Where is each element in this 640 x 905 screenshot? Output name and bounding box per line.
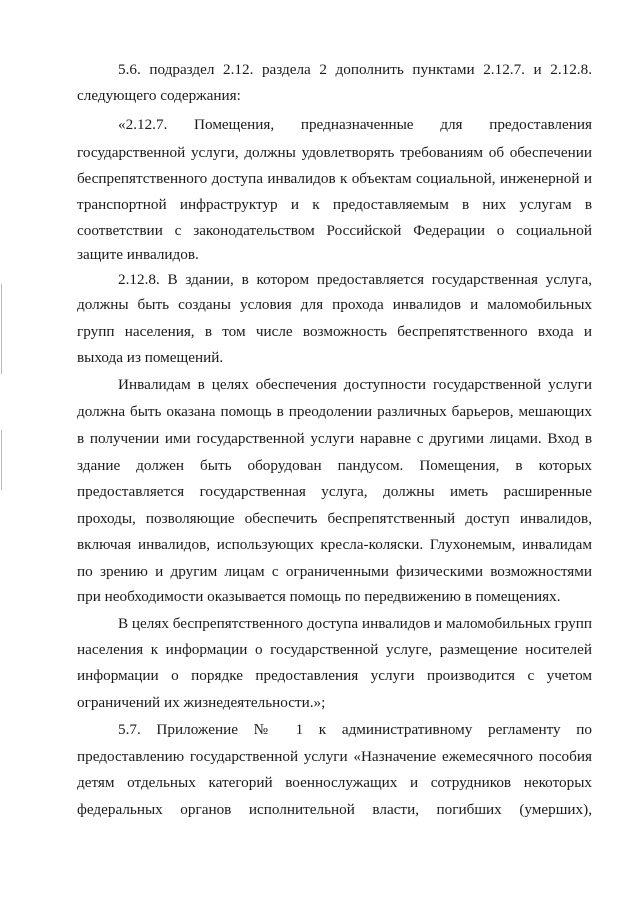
text-line: транспортной инфраструктур и к предоставляемым в них услугам в: [77, 196, 592, 213]
text-line: 5.6. подраздел 2.12. раздела 2 дополнить пунктами 2.12.7. и 2.12.8.: [118, 61, 592, 78]
text-line: защите инвалидов.: [77, 246, 199, 263]
text-line: информации о порядке предоставления услуги производится с учетом: [77, 667, 592, 684]
text-line: населения к информации о государственной услуге, размещение носителей: [77, 641, 592, 658]
text-line: 5.7. Приложение № 1 к административному регламенту по: [118, 721, 592, 738]
text-line: групп населения, в том числе возможность беспрепятственного входа и: [77, 323, 592, 340]
text-line: выхода из помещений.: [77, 349, 224, 366]
text-line: беспрепятственного доступа инвалидов к объектам социальной, инженерной и: [77, 170, 592, 187]
scan-edge-mark: [1, 430, 2, 490]
text-line: предоставляется государственная услуга, должны иметь расширенные: [77, 483, 592, 500]
text-line: Инвалидам в целях обеспечения доступности государственной услуги: [118, 376, 592, 393]
text-line: должна быть оказана помощь в преодолении различных барьеров, мешающих: [77, 403, 592, 420]
text-line: в получении ими государственной услуги наравне с другими лицами. Вход в: [77, 430, 592, 447]
text-line: здание должен быть оборудован пандусом. Помещения, в которых: [77, 457, 592, 474]
text-line: должны быть созданы условия для прохода инвалидов и маломобильных: [77, 296, 592, 313]
text-line: федеральных органов исполнительной власти, погибших (умерших),: [77, 801, 592, 818]
text-line: по зрению и другим лицам с ограниченными физическими возможностями: [77, 563, 592, 580]
text-line: детям отдельных категорий военнослужащих и сотрудников некоторых: [77, 774, 592, 791]
text-line: ограничений их жизнедеятельности.»;: [77, 694, 326, 711]
scan-edge-mark: [1, 284, 2, 374]
text-line: соответствии с законодательством Российской Федерации о социальной: [77, 222, 592, 239]
text-line: государственной услуги, должны удовлетворять требованиям об обеспечении: [77, 144, 592, 161]
text-line: В целях беспрепятственного доступа инвалидов и маломобильных групп: [118, 615, 592, 632]
text-line: включая инвалидов, использующих кресла-коляски. Глухонемым, инвалидам: [77, 536, 592, 553]
text-line: проходы, позволяющие обеспечить беспрепятственный доступ инвалидов,: [77, 510, 592, 527]
text-line: следующего содержания:: [77, 87, 241, 104]
text-line: «2.12.7. Помещения, предназначенные для предоставления: [118, 116, 592, 133]
text-line: при необходимости оказывается помощь по передвижению в помещениях.: [77, 588, 561, 605]
text-line: предоставлению государственной услуги «Назначение ежемесячного пособия: [77, 748, 592, 765]
text-line: 2.12.8. В здании, в котором предоставляется государственная услуга,: [118, 271, 592, 288]
